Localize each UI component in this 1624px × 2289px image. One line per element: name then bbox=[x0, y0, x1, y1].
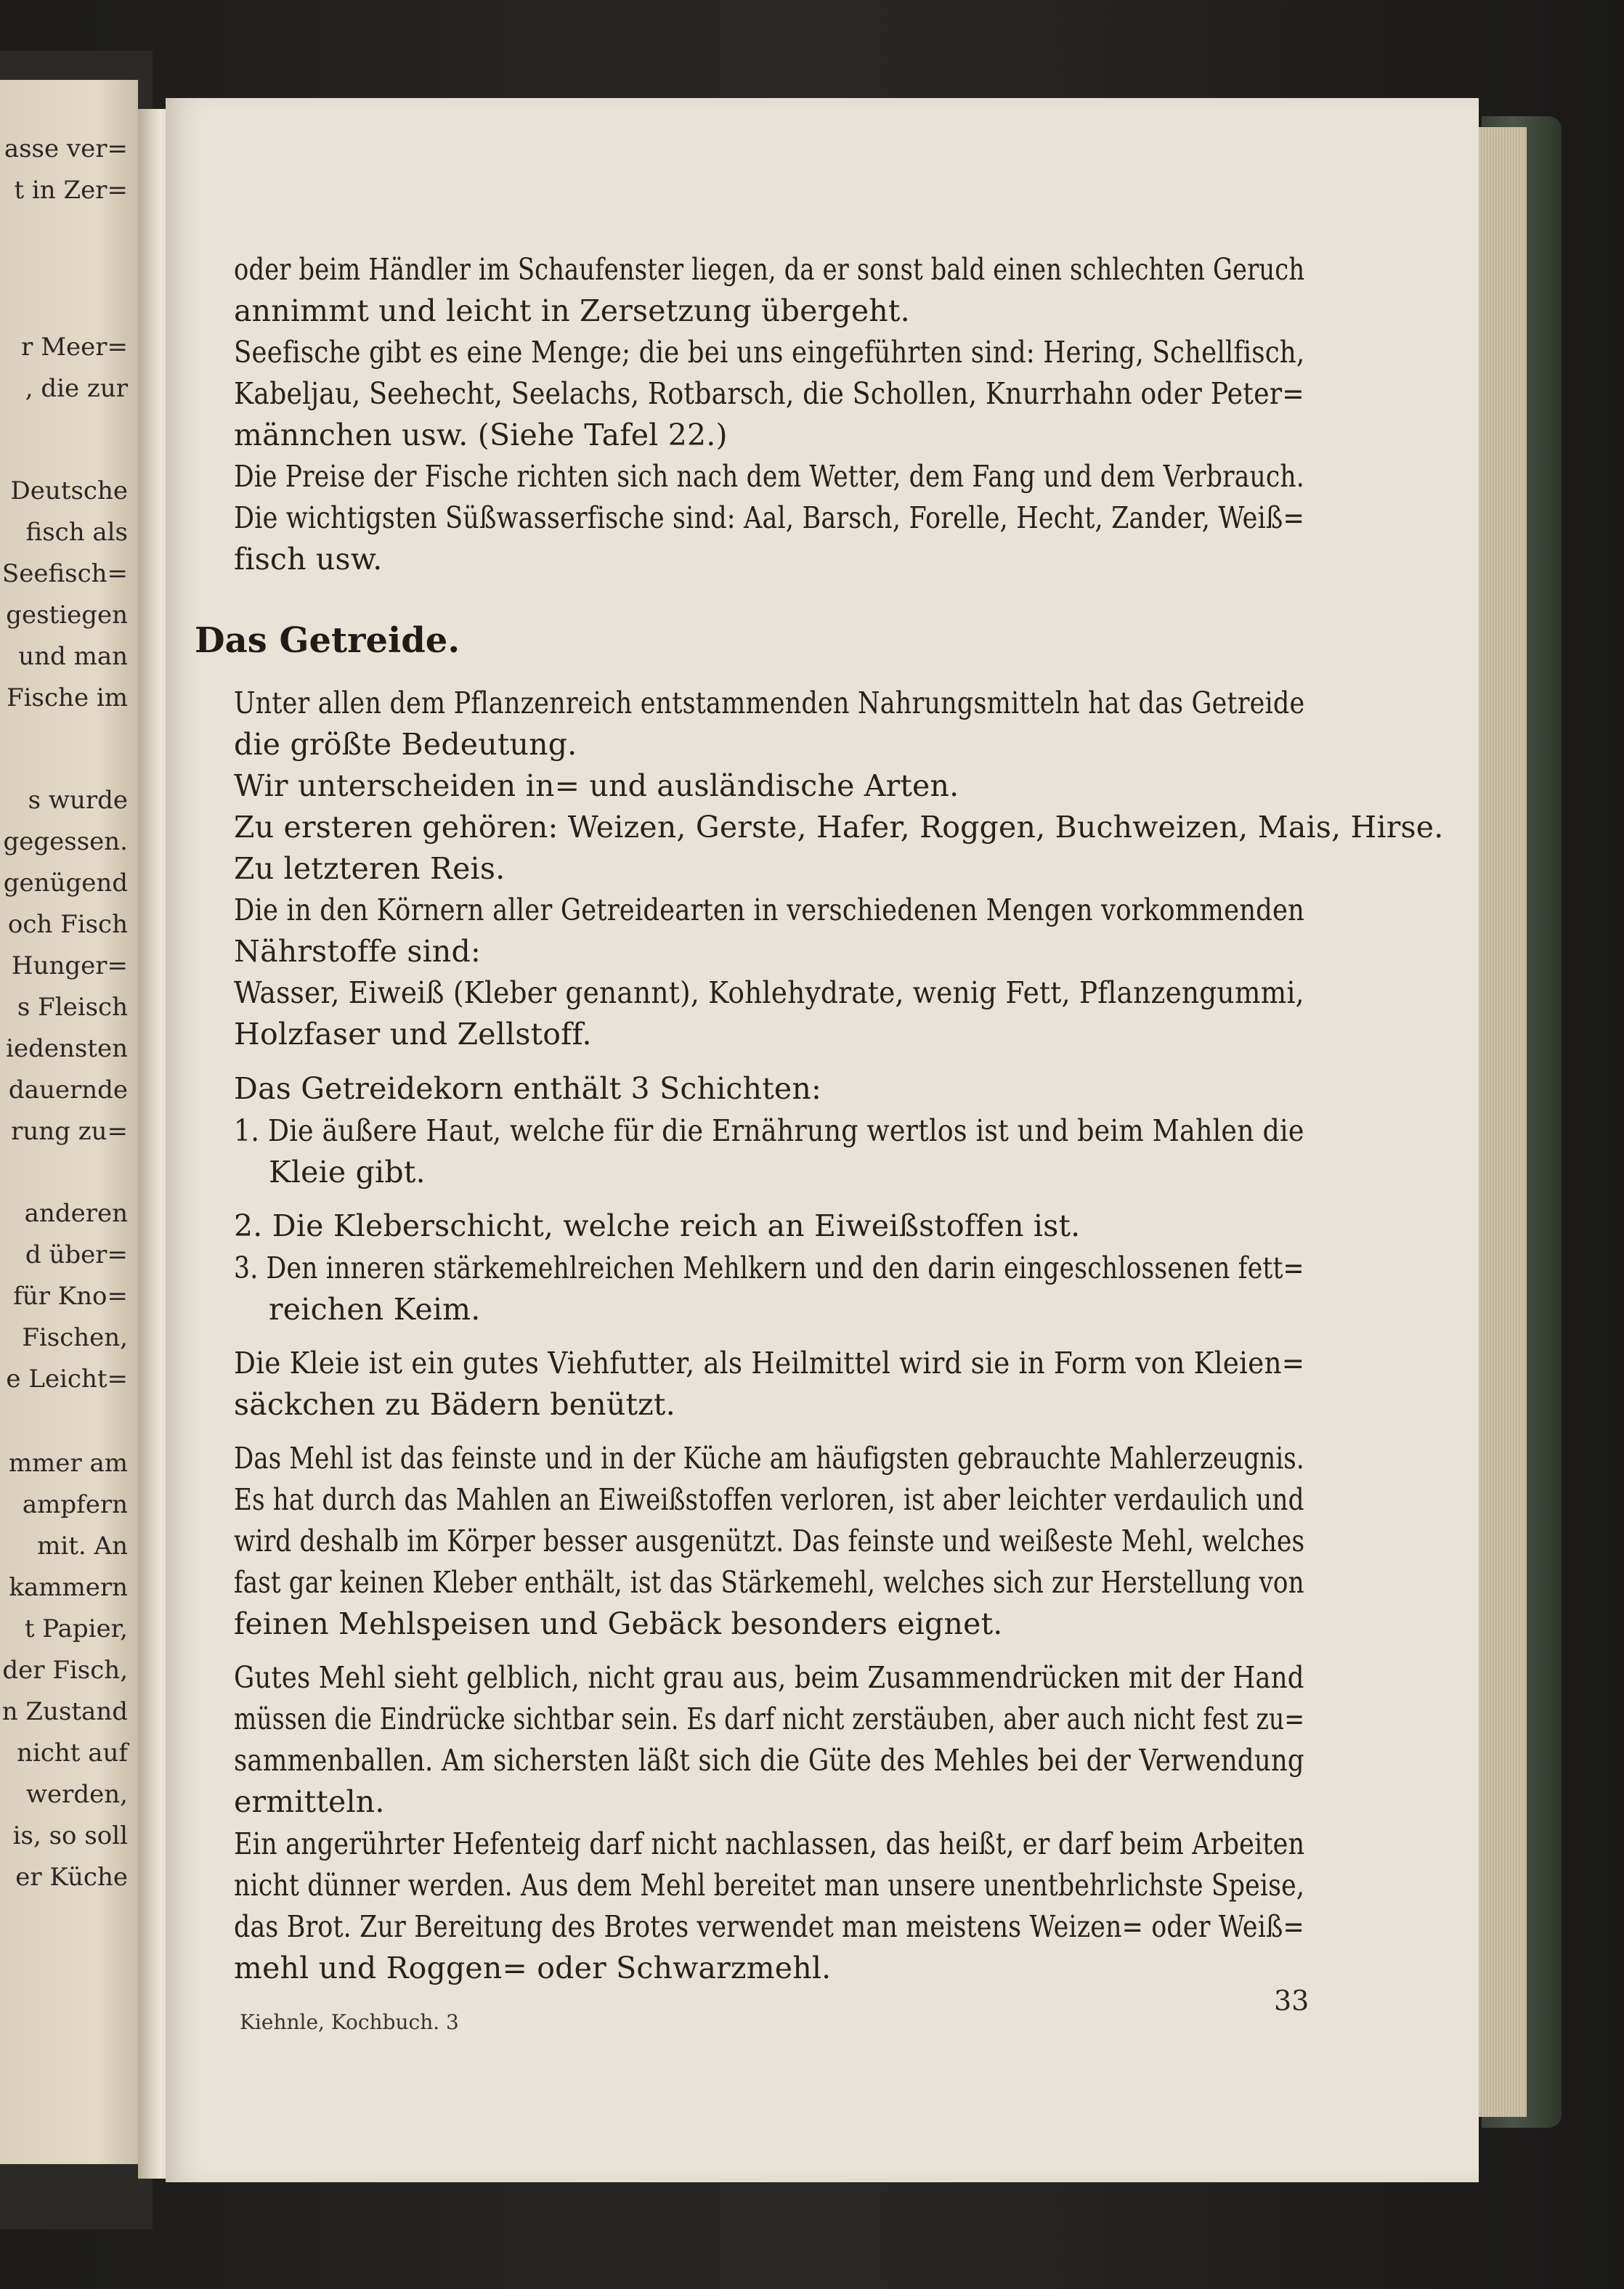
facing-page-fragment: mit. An bbox=[37, 1532, 128, 1561]
facing-page-fragment: n Zustand bbox=[1, 1697, 128, 1726]
section-heading: Das Getreide. bbox=[195, 620, 460, 661]
facing-page-fragment: asse ver= bbox=[4, 134, 128, 163]
facing-page-fragment: t in Zer= bbox=[14, 176, 128, 205]
facing-page-fragment: für Kno= bbox=[13, 1282, 128, 1311]
facing-page-fragment: Seefisch= bbox=[1, 559, 128, 588]
body-line: Die Kleie ist ein gutes Viehfutter, als Heilmittel wird sie in Form von Kleien= bbox=[234, 1346, 1305, 1381]
facing-page-fragment: gegessen. bbox=[3, 827, 128, 856]
body-line: das Brot. Zur Bereitung des Brotes verwendet man meistens Weizen= oder Weiß= bbox=[234, 1909, 1304, 1944]
body-line: Nährstoffe sind: bbox=[234, 934, 481, 969]
facing-page-fragment: kammern bbox=[9, 1573, 128, 1602]
facing-page-fragment: d über= bbox=[25, 1240, 128, 1269]
facing-page-fragment: iedensten bbox=[6, 1034, 128, 1063]
body-line: Es hat durch das Mahlen an Eiweißstoffen verloren, ist aber leichter verdaulich und bbox=[234, 1482, 1304, 1517]
intro-line: Seefische gibt es eine Menge; die bei uns eingeführten sind: Hering, Schellfisch, bbox=[234, 335, 1305, 370]
body-line: müssen die Eindrücke sichtbar sein. Es darf nicht zerstäuben, aber auch nicht fest zu= bbox=[234, 1701, 1305, 1736]
body-line: reichen Keim. bbox=[269, 1292, 481, 1327]
facing-page-fragment: is, so soll bbox=[12, 1821, 128, 1850]
body-line: säckchen zu Bädern benützt. bbox=[234, 1387, 675, 1422]
facing-page-fragment: und man bbox=[18, 642, 128, 671]
intro-line: annimmt und leicht in Zersetzung übergeht. bbox=[234, 293, 910, 328]
printer-signature: Kiehnle, Kochbuch. 3 bbox=[240, 2010, 459, 2034]
facing-page-fragment: r Meer= bbox=[21, 333, 128, 362]
body-line: 1. Die äußere Haut, welche für die Ernährung wertlos ist und beim Mahlen die bbox=[234, 1113, 1304, 1148]
facing-page-fragment: Fischen, bbox=[22, 1323, 128, 1352]
body-line: Wir unterscheiden in= und ausländische Arten. bbox=[234, 768, 959, 803]
body-line: Die in den Körnern aller Getreidearten in verschiedenen Mengen vorkommenden bbox=[234, 893, 1304, 927]
body-line: sammenballen. Am sichersten läßt sich die Güte des Mehles bei der Verwendung bbox=[234, 1743, 1304, 1778]
body-line: Zu ersteren gehören: Weizen, Gerste, Hafer, Roggen, Buchweizen, Mais, Hirse. bbox=[234, 810, 1444, 845]
body-line: Gutes Mehl sieht gelblich, nicht grau aus, beim Zusammendrücken mit der Hand bbox=[234, 1660, 1304, 1695]
facing-page-fragment: er Küche bbox=[15, 1863, 128, 1892]
body-line: Das Getreidekorn enthält 3 Schichten: bbox=[234, 1071, 821, 1106]
facing-page-fragment: , die zur bbox=[25, 374, 128, 403]
facing-page-fragment: t Papier, bbox=[24, 1614, 128, 1643]
facing-page-fragment: anderen bbox=[24, 1199, 128, 1228]
facing-page-fragment: genügend bbox=[3, 869, 128, 898]
body-line: ermitteln. bbox=[234, 1784, 385, 1819]
facing-page-fragment: mmer am bbox=[8, 1449, 128, 1478]
facing-page-left bbox=[0, 80, 138, 2164]
facing-page-fragment: Fische im bbox=[7, 683, 128, 712]
page-number: 33 bbox=[1274, 1985, 1310, 2017]
facing-page-fragment: s Fleisch bbox=[17, 993, 128, 1022]
body-line: 2. Die Kleberschicht, welche reich an Eiweißstoffen ist. bbox=[234, 1208, 1081, 1243]
facing-page-fragment: Deutsche bbox=[10, 476, 128, 505]
facing-page-fragment: Hunger= bbox=[11, 951, 128, 980]
body-line: feinen Mehlspeisen und Gebäck besonders eignet. bbox=[234, 1606, 1003, 1641]
intro-line: Kabeljau, Seehecht, Seelachs, Rotbarsch, die Schollen, Knurrhahn oder Peter= bbox=[234, 376, 1304, 411]
intro-line: fisch usw. bbox=[234, 542, 383, 577]
facing-page-fragment: s wurde bbox=[28, 786, 128, 815]
body-line: Ein angerührter Hefenteig darf nicht nachlassen, das heißt, er darf beim Arbeiten bbox=[234, 1826, 1305, 1861]
facing-page-fragment: och Fisch bbox=[7, 910, 128, 939]
body-line: Unter allen dem Pflanzenreich entstammenden Nahrungsmitteln hat das Getreide bbox=[234, 686, 1305, 720]
facing-page-fragment: e Leicht= bbox=[6, 1365, 128, 1394]
facing-page-fragment: werden, bbox=[25, 1780, 128, 1809]
page-block-edge bbox=[1474, 127, 1527, 2117]
facing-page-fragment: gestiegen bbox=[6, 601, 128, 630]
body-line: Holzfaser und Zellstoff. bbox=[234, 1017, 592, 1052]
facing-page-fragment: nicht auf bbox=[17, 1739, 128, 1768]
body-line: Zu letzteren Reis. bbox=[234, 851, 506, 886]
body-line: wird deshalb im Körper besser ausgenützt. Das feinste und weißeste Mehl, welches bbox=[234, 1524, 1305, 1558]
intro-line: männchen usw. (Siehe Tafel 22.) bbox=[234, 418, 728, 452]
body-line: Kleie gibt. bbox=[269, 1155, 426, 1190]
intro-line: Die wichtigsten Süßwasserfische sind: Aal, Barsch, Forelle, Hecht, Zander, Weiß= bbox=[234, 500, 1304, 535]
facing-page-fragment: dauernde bbox=[8, 1076, 128, 1105]
facing-page-fragment: fisch als bbox=[25, 518, 128, 547]
body-line: nicht dünner werden. Aus dem Mehl bereitet man unsere unentbehrlichste Speise, bbox=[234, 1868, 1305, 1903]
facing-page-fragment: rung zu= bbox=[11, 1117, 128, 1146]
intro-line: Die Preise der Fische richten sich nach dem Wetter, dem Fang und dem Verbrauch. bbox=[234, 459, 1304, 494]
body-line: Wasser, Eiweiß (Kleber genannt), Kohlehydrate, wenig Fett, Pflanzengummi, bbox=[234, 975, 1304, 1010]
facing-page-fragment: der Fisch, bbox=[2, 1656, 128, 1685]
body-line: mehl und Roggen= oder Schwarzmehl. bbox=[234, 1951, 832, 1985]
body-line: fast gar keinen Kleber enthält, ist das Stärkemehl, welches sich zur Herstellung von bbox=[234, 1565, 1304, 1600]
facing-page-fragment: ampfern bbox=[22, 1490, 128, 1519]
body-line: die größte Bedeutung. bbox=[234, 727, 577, 762]
intro-line: oder beim Händler im Schaufenster liegen, da er sonst bald einen schlechten Geruch bbox=[234, 252, 1305, 287]
body-line: Das Mehl ist das feinste und in der Küche am häufigsten gebrauchte Mahlerzeugnis. bbox=[234, 1441, 1304, 1476]
body-line: 3. Den inneren stärkemehlreichen Mehlkern und den darin eingeschlossenen fett= bbox=[234, 1251, 1304, 1285]
